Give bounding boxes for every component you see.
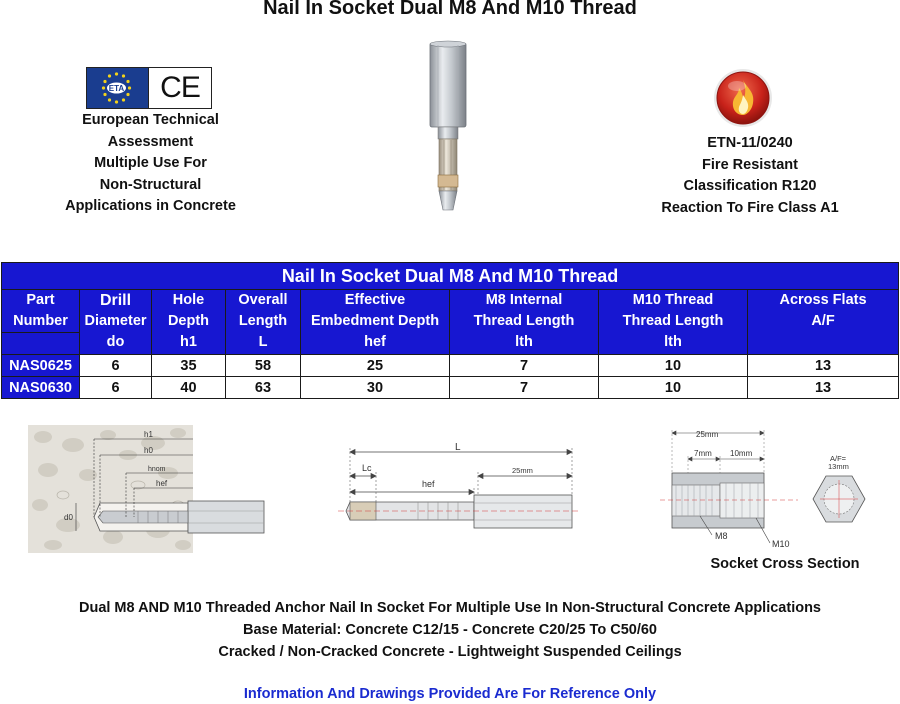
- right-caption-line: Classification R120: [683, 178, 817, 195]
- footer-line: Dual M8 AND M10 Threaded Anchor Nail In Socket For Multiple Use In Non-Structural Concrete Applications: [78, 600, 821, 616]
- table-cell: 35: [152, 355, 226, 377]
- table-cell: 10: [599, 377, 748, 399]
- dim-10mm: 10mm: [730, 449, 753, 458]
- dim-hef: hef: [422, 479, 435, 489]
- table-cell: 6: [80, 377, 152, 399]
- right-caption-line: Fire Resistant: [702, 156, 798, 173]
- dimension-diagram: [338, 440, 578, 540]
- eta-stars-icon: [87, 68, 146, 107]
- page-title: Nail In Socket Dual M8 And M10 Thread: [263, 0, 637, 19]
- table-cell: 13: [748, 355, 899, 377]
- dim-h0: h0: [144, 446, 153, 455]
- reference-note: Information And Drawings Provided Are For Reference Only: [243, 686, 657, 702]
- dim-hnom: hnom: [148, 466, 166, 473]
- dim-d0: d0: [64, 513, 73, 522]
- left-caption-line: Assessment: [107, 133, 194, 150]
- table-cell: 13: [748, 377, 899, 399]
- table-cell: 6: [80, 355, 152, 377]
- footer-line: Base Material: Concrete C12/15 - Concrete C20/25 To C50/60: [243, 622, 657, 638]
- table-cell: 7: [450, 377, 599, 399]
- dim-7mm: 7mm: [694, 449, 712, 458]
- socket-cross-section-diagram: [660, 425, 875, 551]
- dim-h1: h1: [144, 430, 153, 439]
- left-caption-line: Applications in Concrete: [65, 198, 236, 215]
- dim-25mm: 25mm: [696, 430, 719, 439]
- label-13mm: 13mm: [828, 462, 849, 471]
- table-header-effective-embedment: Effective Embedment Depth hef: [301, 290, 450, 355]
- spec-table: [1, 262, 899, 399]
- fire-resistant-icon: [713, 68, 773, 128]
- table-header-drill-diameter: Drill Diameter do: [80, 290, 152, 355]
- table-cell: 58: [226, 355, 301, 377]
- table-header-part-number: Part Number: [2, 290, 80, 333]
- label-af: A/F=: [830, 454, 847, 463]
- table-cell: 30: [301, 377, 450, 399]
- table-cell: 10: [599, 355, 748, 377]
- left-caption: [48, 110, 253, 218]
- table-row: [2, 377, 899, 399]
- table-header-hole-depth: Hole Depth h1: [152, 290, 226, 355]
- table-cell: 63: [226, 377, 301, 399]
- label-m8: M8: [715, 531, 728, 541]
- installation-diagram: [28, 425, 268, 553]
- part-number: NAS0625: [2, 355, 80, 377]
- table-header-overall-length: Overall Length L: [226, 290, 301, 355]
- label-m10: M10: [772, 539, 790, 549]
- table-header-m10-thread-length: M10 Thread Thread Length lth: [599, 290, 748, 355]
- ce-mark: CE: [160, 71, 200, 104]
- dim-Lc: Lc: [362, 463, 372, 473]
- socket-caption: Socket Cross Section: [710, 556, 860, 572]
- table-header-across-flats: Across Flats A/F: [748, 290, 899, 355]
- product-photo: [418, 40, 482, 216]
- left-caption-line: Non-Structural: [99, 176, 202, 193]
- left-caption-line: Multiple Use For: [94, 155, 207, 172]
- dim-hef: hef: [156, 479, 168, 488]
- eta-text: ETA: [108, 84, 125, 93]
- table-row: [2, 355, 899, 377]
- table-cell: 40: [152, 377, 226, 399]
- left-caption-line: European Technical: [82, 112, 219, 128]
- right-caption: [640, 133, 860, 219]
- dim-L: L: [455, 442, 461, 453]
- eta-ce-logo: [86, 67, 212, 109]
- table-header-part-number-spacer: [2, 333, 80, 355]
- right-caption-line: Reaction To Fire Class A1: [661, 199, 839, 216]
- table-cell: 7: [450, 355, 599, 377]
- eta-logo: [87, 68, 149, 108]
- dim-25mm: 25mm: [512, 466, 533, 475]
- eta-number: ETN-11/0240: [707, 135, 793, 151]
- table-title: Nail In Socket Dual M8 And M10 Thread: [2, 263, 899, 290]
- part-number: NAS0630: [2, 377, 80, 399]
- table-cell: 25: [301, 355, 450, 377]
- footer-line: Cracked / Non-Cracked Concrete - Lightweight Suspended Ceilings: [218, 644, 682, 660]
- table-header-m8-thread-length: M8 Internal Thread Length lth: [450, 290, 599, 355]
